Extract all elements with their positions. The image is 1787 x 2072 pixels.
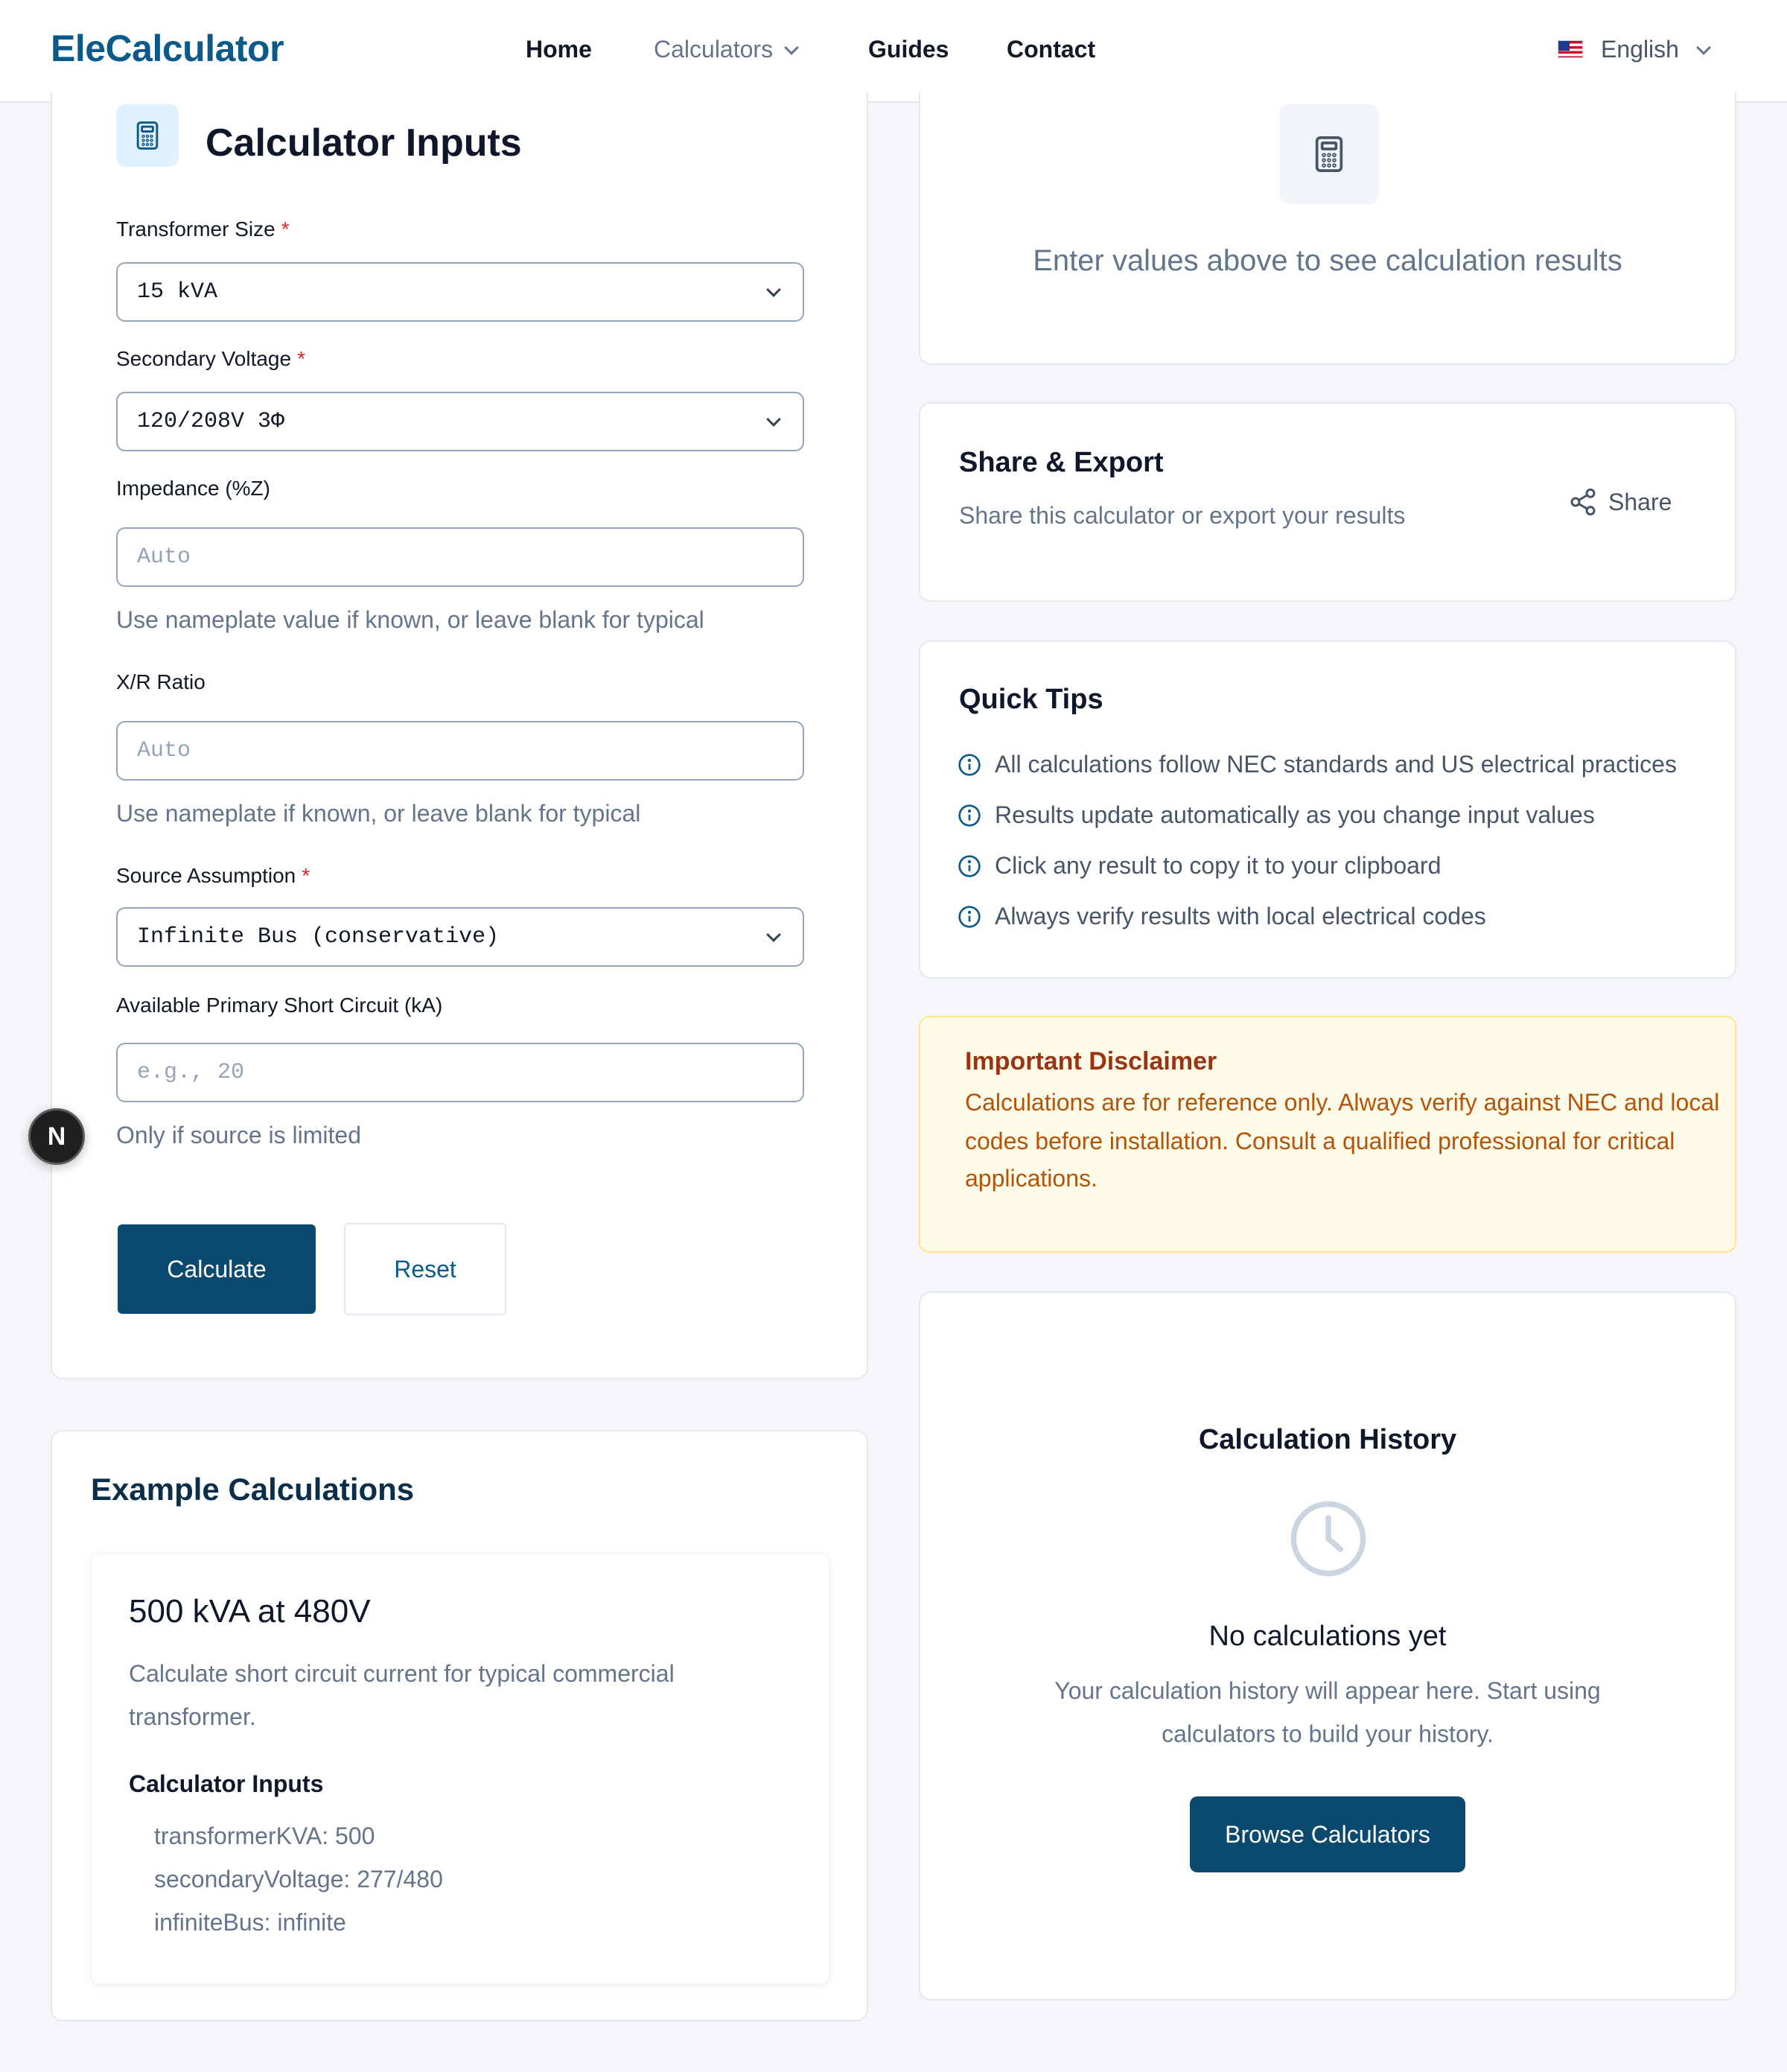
primary-sc-hint: Only if source is limited (116, 1122, 361, 1148)
share-subtitle: Share this calculator or export your results (959, 502, 1406, 529)
disclaimer-line3: applications. (965, 1165, 1098, 1192)
info-icon (958, 753, 981, 777)
disclaimer-line1: Calculations are for reference only. Always verify against NEC and local (965, 1089, 1720, 1116)
language-selector[interactable] (1601, 36, 1709, 63)
example-input-item: transformerKVA: 500 (154, 1822, 375, 1849)
tip-text: Always verify results with local electrical codes (995, 903, 1486, 929)
nav-calculators-label: Calculators (654, 36, 774, 63)
info-icon (958, 854, 981, 878)
inputs-title: Calculator Inputs (206, 121, 522, 165)
required-mark: * (297, 347, 305, 370)
calculation-history-card (919, 1291, 1736, 2001)
share-button-label: Share (1608, 488, 1672, 515)
chevron-down-icon (766, 927, 781, 942)
xr-ratio-input[interactable]: Auto (116, 721, 804, 781)
tip-text: All calculations follow NEC standards and US electrical practices (995, 751, 1677, 778)
tip-text: Click any result to copy it to your clipboard (995, 852, 1442, 879)
example-description-line2: transformer. (129, 1703, 256, 1730)
results-card (919, 92, 1736, 365)
history-empty-line2: calculators to build your history. (1162, 1720, 1494, 1747)
nav-home[interactable]: Home (526, 36, 592, 63)
history-empty-line1: Your calculation history will appear here. Start using (1054, 1677, 1601, 1704)
nav-calculators[interactable] (654, 36, 797, 63)
nav-contact[interactable]: Contact (1007, 36, 1096, 63)
secondary-voltage-select[interactable] (116, 392, 804, 451)
clock-icon (1287, 1497, 1370, 1580)
source-assumption-value: Infinite Bus (conservative) (137, 924, 500, 950)
results-placeholder: Enter values above to see calculation results (1033, 244, 1622, 277)
tip-item (958, 751, 1677, 778)
history-empty-title: No calculations yet (1208, 1621, 1447, 1652)
top-navbar (0, 0, 1787, 103)
reset-button[interactable]: Reset (344, 1223, 506, 1315)
dev-tools-badge[interactable]: N (28, 1108, 85, 1165)
secondary-voltage-label-text: Secondary Voltage (116, 347, 292, 370)
transformer-size-value: 15 kVA (137, 279, 218, 305)
chevron-down-icon (766, 412, 781, 427)
chevron-down-icon (784, 40, 799, 55)
transformer-size-label (116, 217, 290, 241)
info-icon (958, 804, 981, 827)
example-title: 500 kVA at 480V (129, 1593, 371, 1630)
us-flag-icon (1558, 40, 1583, 58)
impedance-hint: Use nameplate value if known, or leave blank for typical (116, 606, 704, 633)
tip-item (958, 852, 1441, 880)
share-export-card (919, 402, 1736, 602)
example-description-line1: Calculate short circuit current for typical commercial (129, 1660, 675, 1687)
example-item[interactable] (91, 1554, 829, 1984)
primary-sc-label: Available Primary Short Circuit (kA) (116, 994, 443, 1017)
calculator-inputs-card (51, 92, 868, 1379)
impedance-input[interactable]: Auto (116, 527, 804, 587)
transformer-size-label-text: Transformer Size (116, 217, 275, 241)
calculator-icon (1279, 104, 1379, 204)
share-title: Share & Export (959, 447, 1164, 478)
nav-guides[interactable]: Guides (868, 36, 949, 63)
important-disclaimer (919, 1016, 1736, 1253)
example-input-item: infiniteBus: infinite (154, 1909, 346, 1936)
source-assumption-label-text: Source Assumption (116, 864, 296, 887)
site-logo[interactable]: EleCalculator (51, 28, 284, 69)
tip-item (958, 903, 1486, 930)
example-inputs-title: Calculator Inputs (129, 1770, 324, 1797)
primary-sc-input[interactable]: e.g., 20 (116, 1043, 804, 1102)
examples-title: Example Calculations (91, 1472, 415, 1507)
browse-calculators-button[interactable]: Browse Calculators (1190, 1796, 1465, 1872)
source-assumption-select[interactable] (116, 907, 804, 967)
disclaimer-title: Important Disclaimer (965, 1047, 1217, 1075)
example-calculations-card (51, 1430, 868, 2021)
calculator-icon (116, 104, 179, 167)
xr-ratio-hint: Use nameplate if known, or leave blank for typical (116, 800, 641, 827)
disclaimer-line2: codes before installation. Consult a qualified professional for critical (965, 1128, 1675, 1154)
required-mark: * (302, 864, 310, 887)
info-icon (958, 905, 981, 929)
tips-title: Quick Tips (959, 684, 1103, 715)
chevron-down-icon (766, 282, 781, 297)
required-mark: * (281, 217, 290, 241)
source-assumption-label (116, 864, 310, 888)
share-button[interactable] (1568, 487, 1672, 517)
quick-tips-card (919, 641, 1736, 979)
secondary-voltage-label (116, 347, 305, 371)
xr-ratio-label: X/R Ratio (116, 670, 206, 693)
impedance-label: Impedance (%Z) (116, 477, 270, 500)
example-input-item: secondaryVoltage: 277/480 (154, 1866, 443, 1893)
calculate-button[interactable]: Calculate (118, 1224, 316, 1314)
history-title: Calculation History (1198, 1424, 1457, 1455)
tip-text: Results update automatically as you change input values (995, 801, 1595, 828)
language-label: English (1601, 36, 1679, 63)
transformer-size-select[interactable] (116, 262, 804, 322)
chevron-down-icon (1696, 40, 1711, 55)
share-icon (1568, 487, 1598, 517)
tip-item (958, 801, 1595, 829)
secondary-voltage-value: 120/208V 3Φ (137, 409, 285, 434)
